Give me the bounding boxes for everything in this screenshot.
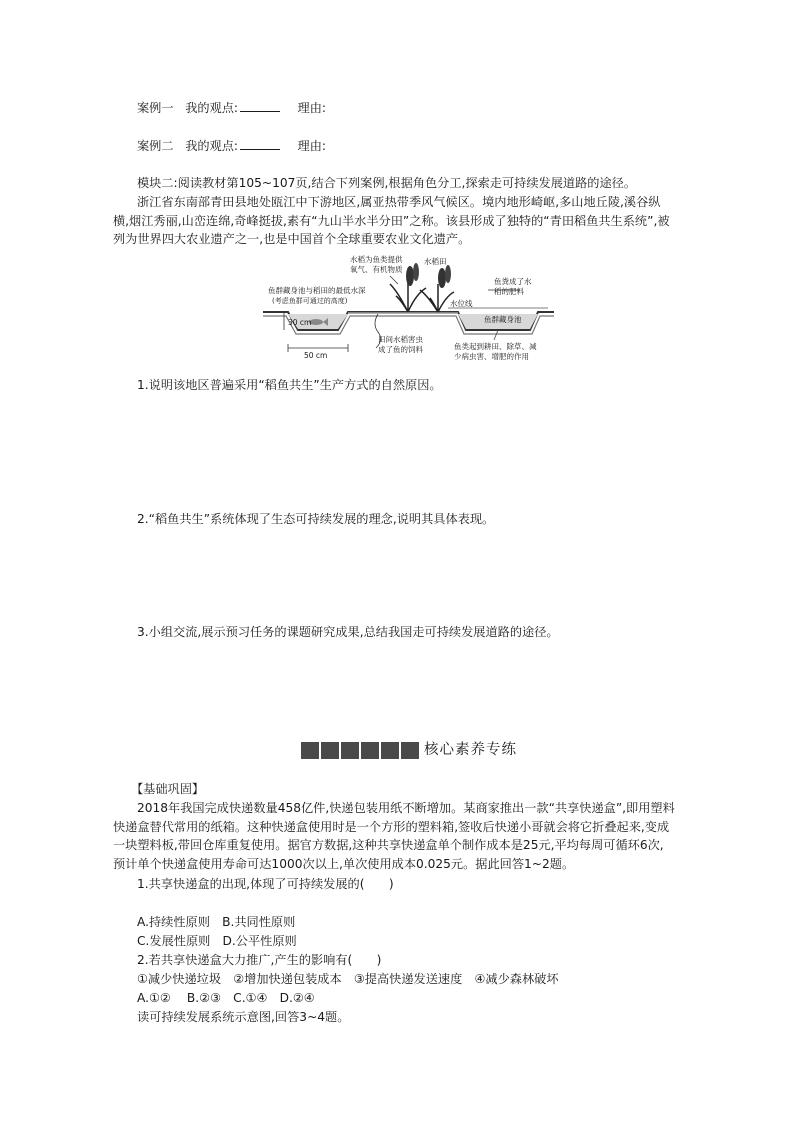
case1-opinion: 我的观点: — [185, 101, 239, 115]
label-fish-role-2: 少病虫害、增肥的作用 — [454, 352, 529, 361]
section-bar — [381, 742, 399, 759]
label-pests-1: 田间水稻害虫 — [378, 335, 423, 344]
case2-reason: 理由: — [297, 139, 327, 153]
section-bar — [401, 742, 419, 759]
section-bar — [341, 742, 359, 759]
q2-options[interactable]: A.①② B.②③ C.①④ D.②④ — [137, 991, 315, 1005]
module2-intro: 模块二:阅读教材第105~107页,结合下列案例,根据角色分工,探索走可持续发展道路的途径。 — [137, 176, 637, 190]
rice-fish-diagram — [258, 252, 558, 364]
q1-option-ab[interactable]: A.持续性原则 B.共同性原则 — [137, 915, 296, 929]
case1-reason: 理由: — [297, 101, 327, 115]
section-header-bars — [301, 742, 419, 759]
label-pond-depth-2: (考虑鱼群可通过的高度) — [272, 297, 348, 305]
section-title: 核心素养专练 — [424, 742, 517, 758]
label-oxygen: 氧气、有机物质 — [350, 265, 403, 274]
section-bar — [361, 742, 379, 759]
basic-paragraph: 2018年我国完成快递数量458亿件,快递包装用纸不断增加。某商家推出一款“共享快递盒”,即用塑料快递盒替代常用的纸箱。这种快递盒使用时是一个方形的塑料箱,签收后快递小哥就会将它折叠起来,变成一块塑料板,带回仓库重复使用。据官方数据,这种共享快递盒单个制作成本是25元,平均每周可循环6次,预计单个快递盒使用寿命可达1000次以上,单次使用成本0.025元。据此回答1~2题。 — [113, 801, 675, 871]
label-fish-role-1: 鱼类起到耕田、除草、减 — [454, 342, 537, 351]
basic-question-2: 2.若共享快递盒大力推广,产生的影响有( ) — [137, 953, 382, 967]
case2-opinion: 我的观点: — [185, 139, 239, 153]
question-2: 2.“稻鱼共生”系统体现了生态可持续发展的理念,说明其具体表现。 — [137, 512, 495, 526]
label-paddy: 水稻田 — [424, 257, 447, 266]
label-rice-provides: 水稻为鱼类提供 — [350, 255, 403, 264]
label-30cm: 30 cm — [288, 318, 312, 327]
question-1: 1.说明该地区普遍采用“稻鱼共生”生产方式的自然原因。 — [137, 378, 442, 392]
section-bar — [301, 742, 319, 759]
question-3: 3.小组交流,展示预习任务的课题研究成果,总结我国走可持续发展道路的途径。 — [137, 625, 559, 639]
case1-opinion-blank[interactable] — [240, 99, 280, 112]
basic-question-1: 1.共享快递盒的出现,体现了可持续发展的( ) — [137, 877, 394, 891]
label-50cm: 50 cm — [304, 351, 328, 360]
case2-line — [137, 137, 326, 155]
label-manure-2: 稻的肥料 — [494, 287, 524, 296]
case1-line — [137, 99, 326, 117]
label-fish-pond: 鱼群藏身池 — [484, 315, 522, 324]
case2-opinion-blank[interactable] — [240, 137, 280, 150]
rice-plant-icon — [390, 282, 454, 312]
q1-option-cd[interactable]: C.发展性原则 D.公平性原则 — [137, 934, 297, 948]
q2-items: ①减少快递垃圾 ②增加快递包装成本 ③提高快递发送速度 ④减少森林破坏 — [137, 972, 559, 986]
label-waterline: 水位线 — [450, 299, 473, 308]
basic-heading: 【基础巩固】 — [131, 782, 205, 796]
case1-label: 案例一 — [137, 101, 174, 115]
section-bar — [321, 742, 339, 759]
module2-paragraph: 浙江省东南部青田县地处瓯江中下游地区,属亚热带季风气候区。境内地形崎岖,多山地丘陵,溪谷纵横,烟江秀丽,山峦连绵,奇峰挺拔,素有“九山半水半分田”之称。该县形成了独特的“青田稻鱼共生系统”,被列为世界四大农业遗产之一,也是中国首个全球重要农业文化遗产。 — [113, 195, 670, 246]
label-pond-depth-1: 鱼群藏身池与稻田的最低水深 — [268, 286, 366, 295]
label-pests-2: 成了鱼的饲料 — [378, 345, 423, 354]
case2-label: 案例二 — [137, 139, 174, 153]
label-manure-1: 鱼粪成了水 — [494, 277, 532, 286]
basic-tail: 读可持续发展系统示意图,回答3~4题。 — [137, 1010, 350, 1024]
